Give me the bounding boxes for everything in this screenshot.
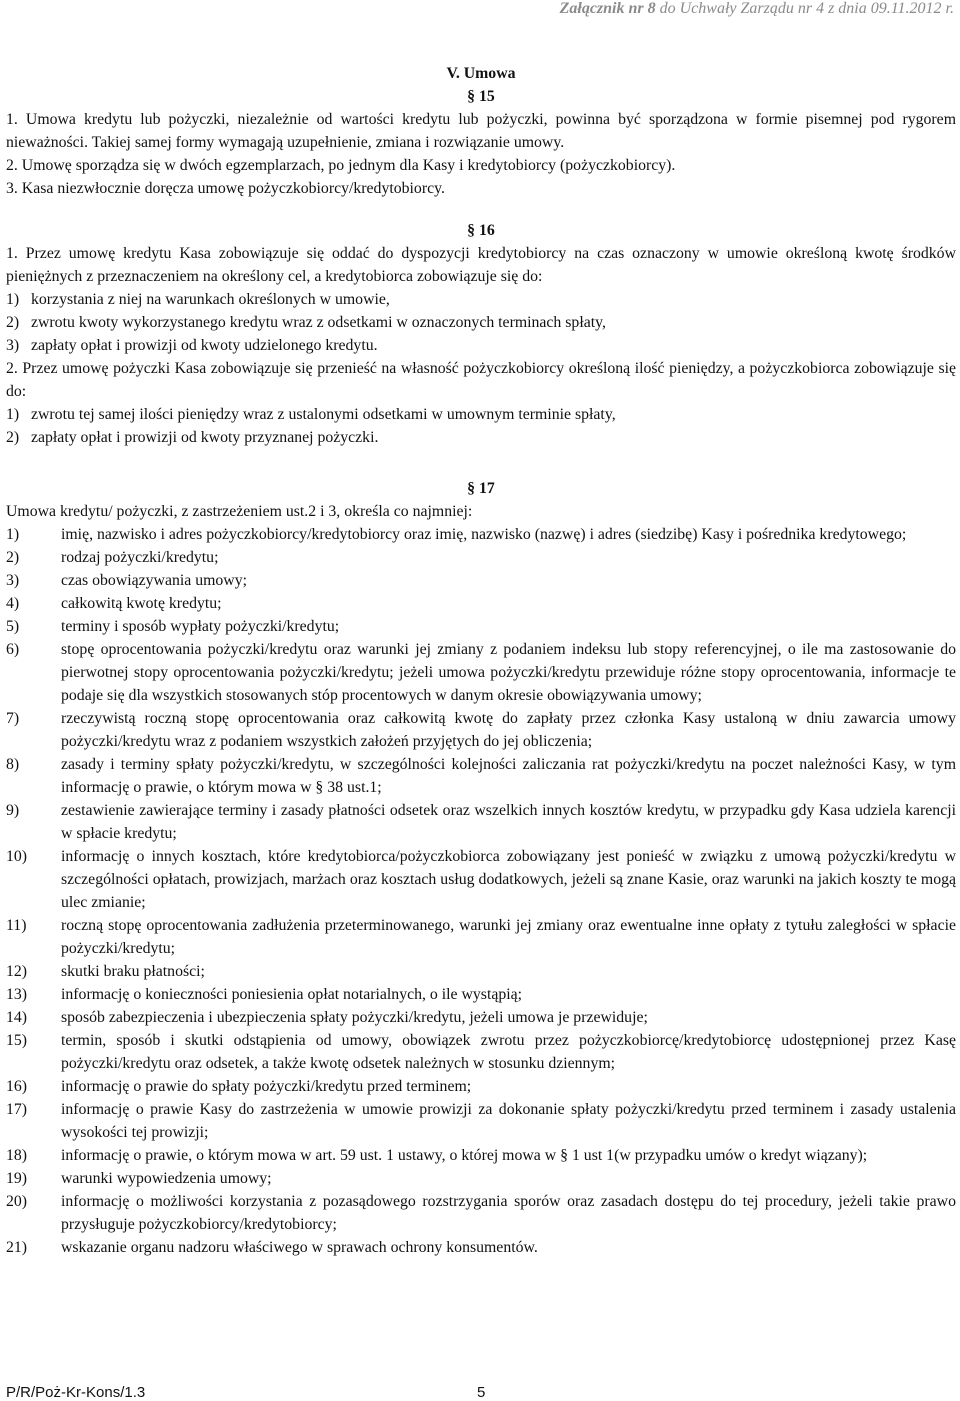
list-item-text: informację o prawie do spłaty pożyczki/kredytu przed terminem; [61,1078,472,1095]
list-item-text: zapłaty opłat i prowizji od kwoty udzielonego kredytu. [31,337,378,354]
list-item-text: informację o innych kosztach, które kredytobiorca/pożyczkobiorca zobowiązany jest ponieść w związku z umową pożyczki/kredytu w szczególności opłatach, prowizjach, marżach oraz kosztach usług dodatkowych, jeżeli są znane Kasie, oraz warunki na jakich koszty te mogą ulec zmianie; [61,848,956,911]
list-item-number: 6) [6,641,20,658]
list-item [6,1006,956,1029]
list-item-number: 16) [6,1078,28,1095]
list-item [6,983,956,1006]
list-item-number: 11) [6,917,27,934]
paragraph-mark-16: § 16 [467,222,495,239]
list-item-text: rodzaj pożyczki/kredytu; [61,549,219,566]
s16-point-2-list [6,403,956,449]
list-item [6,546,956,569]
list-item-text: zasady i terminy spłaty pożyczki/kredytu, w szczególności kolejności zaliczania rat pożyczki/kredytu na poczet należności Kasy, w tym informację o prawie, o którym mowa w § 38 ust.1; [61,756,956,796]
list-item [6,569,956,592]
s15-point-3: 3. Kasa niezwłocznie doręcza umowę pożyczkobiorcy/kredytobiorcy. [6,180,445,197]
list-item-number: 7) [6,710,20,727]
list-item-number: 20) [6,1193,28,1210]
list-item [6,334,956,357]
list-item-number: 17) [6,1101,28,1118]
document-body [6,62,956,1259]
list-item [6,638,956,707]
list-item-number: 14) [6,1009,28,1026]
list-item-number: 3) [6,572,20,589]
list-item [6,403,956,426]
list-item-text: informację o prawie, o którym mowa w art. 59 ust. 1 ustawy, o której mowa w § 1 ust 1(w przypadku umów o kredyt wiązany); [61,1147,868,1164]
list-item-number: 18) [6,1147,28,1164]
list-item [6,1098,956,1144]
list-item-number: 19) [6,1170,28,1187]
list-item-number: 21) [6,1239,28,1256]
list-item [6,914,956,960]
list-item [6,615,956,638]
paragraph-mark-15: § 15 [467,88,495,105]
list-item-text: zapłaty opłat i prowizji od kwoty przyznanej pożyczki. [31,429,379,446]
header-date: z dnia 09.11.2012 r. [828,0,954,17]
list-item-number: 2) [6,314,20,331]
list-item-number: 13) [6,986,28,1003]
list-item-number: 2) [6,429,20,446]
list-item-text: informację o prawie Kasy do zastrzeżenia w umowie prowizji za dokonanie spłaty pożyczki/kredytu przed terminem i zasady ustalenia wysokości tej prowizji; [61,1101,956,1141]
list-item [6,1144,956,1167]
list-item [6,799,956,845]
header-annex: Załącznik nr 8 [559,0,656,17]
s16-point-2: 2. Przez umowę pożyczki Kasa zobowiązuje się przenieść na własność pożyczkobiorcy określoną ilość pieniędzy, a pożyczkobiorca zobowiązuje się do: [6,360,956,400]
list-item-number: 5) [6,618,20,635]
list-item-text: zwrotu kwoty wykorzystanego kredytu wraz z odsetkami w oznaczonych terminach spłaty, [31,314,606,331]
s15-point-2: 2. Umowę sporządza się w dwóch egzemplarzach, po jednym dla Kasy i kredytobiorcy (pożyczkobiorcy). [6,157,676,174]
list-item-text: termin, sposób i skutki odstąpienia od umowy, obowiązek zwrotu przez pożyczkobiorcę/kredytobiorcę udostępnionej przez Kasę pożyczki/kredytu oraz odsetek, a także kwotę odsetek należnych w stosunku dziennym; [61,1032,956,1072]
list-item [6,288,956,311]
list-item-text: całkowitą kwotę kredytu; [61,595,222,612]
list-item [6,1167,956,1190]
list-item [6,1075,956,1098]
list-item [6,426,956,449]
list-item-text: informację o możliwości korzystania z pozasądowego rozstrzygania sporów oraz zasadach dostępu do tej procedury, jeżeli takie prawo przysługuje pożyczkobiorcy/kredytobiorcy; [61,1193,956,1233]
header-resolution: do Uchwały Zarządu nr 4 [659,0,825,17]
list-item-text: korzystania z niej na warunkach określonych w umowie, [31,291,390,308]
paragraph-mark-17: § 17 [467,480,495,497]
list-item-number: 1) [6,526,20,543]
list-item [6,523,956,546]
list-item-number: 3) [6,337,20,354]
list-item [6,845,956,914]
list-item-text: wskazanie organu nadzoru właściwego w sprawach ochrony konsumentów. [61,1239,538,1256]
list-item-number: 15) [6,1032,28,1049]
list-item-text: zestawienie zawierające terminy i zasady płatności odsetek oraz wszelkich innych kosztów kredytu, w przypadku gdy Kasa udziela karencji w spłacie kredytu; [61,802,956,842]
list-item-number: 12) [6,963,28,980]
list-item [6,592,956,615]
list-item-number: 9) [6,802,20,819]
list-item [6,1190,956,1236]
section-title: V. Umowa [446,65,516,82]
list-item [6,311,956,334]
page-number: 5 [477,1384,486,1401]
list-item-text: imię, nazwisko i adres pożyczkobiorcy/kredytobiorcy oraz imię, nazwisko (nazwę) i adres (siedzibę) Kasy i pośrednika kredytowego; [61,526,907,543]
list-item [6,707,956,753]
list-item-number: 1) [6,406,20,423]
s15-point-1: 1. Umowa kredytu lub pożyczki, niezależnie od wartości kredytu lub pożyczki, powinna być sporządzona w formie pisemnej pod rygorem nieważności. Takiej samej formy wymagają uzupełnienie, zmiana i rozwiązanie umowy. [6,111,956,151]
list-item-text: sposób zabezpieczenia i ubezpieczenia spłaty pożyczki/kredytu, jeżeli umowa je przewiduje; [61,1009,648,1026]
s17-list [6,523,956,1259]
footer-doc-code: P/R/Poż-Kr-Kons/1.3 [6,1384,146,1401]
list-item-text: zwrotu tej samej ilości pieniędzy wraz z ustalonymi odsetkami w umownym terminie spłaty, [31,406,616,423]
list-item-text: stopę oprocentowania pożyczki/kredytu oraz warunki jej zmiany z podaniem indeksu lub stopy referencyjnej, o ile ma zastosowanie do pierwotnej stopy oprocentowania pożyczki/kredytu; jeżeli umowa pożyczki/kredytu przewiduje różne stopy oprocentowania, informacje te podaje się dla wszystkich stosowanych stóp procentowych w danym okresie obowiązywania umowy; [61,641,956,704]
page-header [0,0,954,18]
list-item-number: 4) [6,595,20,612]
list-item-text: skutki braku płatności; [61,963,205,980]
list-item [6,1236,956,1259]
list-item-text: roczną stopę oprocentowania zadłużenia przeterminowanego, warunki jej zmiany oraz ewentualne inne opłaty z tytułu zaległości w spłacie pożyczki/kredytu; [61,917,956,957]
s16-point-1: 1. Przez umowę kredytu Kasa zobowiązuje się oddać do dyspozycji kredytobiorcy na czas oznaczony w umowie określoną kwotę środków pieniężnych z przeznaczeniem na określony cel, a kredytobiorca zobowiązuje się do: [6,245,956,285]
list-item-number: 8) [6,756,20,773]
s16-point-1-list [6,288,956,357]
list-item-number: 1) [6,291,20,308]
list-item-number: 2) [6,549,20,566]
list-item [6,1029,956,1075]
list-item-text: warunki wypowiedzenia umowy; [61,1170,272,1187]
list-item [6,753,956,799]
list-item-text: terminy i sposób wypłaty pożyczki/kredytu; [61,618,340,635]
list-item-number: 10) [6,848,28,865]
list-item [6,960,956,983]
list-item-text: informację o konieczności poniesienia opłat notarialnych, o ile wystąpią; [61,986,523,1003]
s17-intro: Umowa kredytu/ pożyczki, z zastrzeżeniem ust.2 i 3, określa co najmniej: [6,503,473,520]
list-item-text: rzeczywistą roczną stopę oprocentowania oraz całkowitą kwotę do zapłaty przez członka Kasy ustaloną w dniu zawarcia umowy pożyczki/kredytu wraz z podaniem wszystkich założeń przyjętych do jej obliczenia; [61,710,956,750]
list-item-text: czas obowiązywania umowy; [61,572,247,589]
